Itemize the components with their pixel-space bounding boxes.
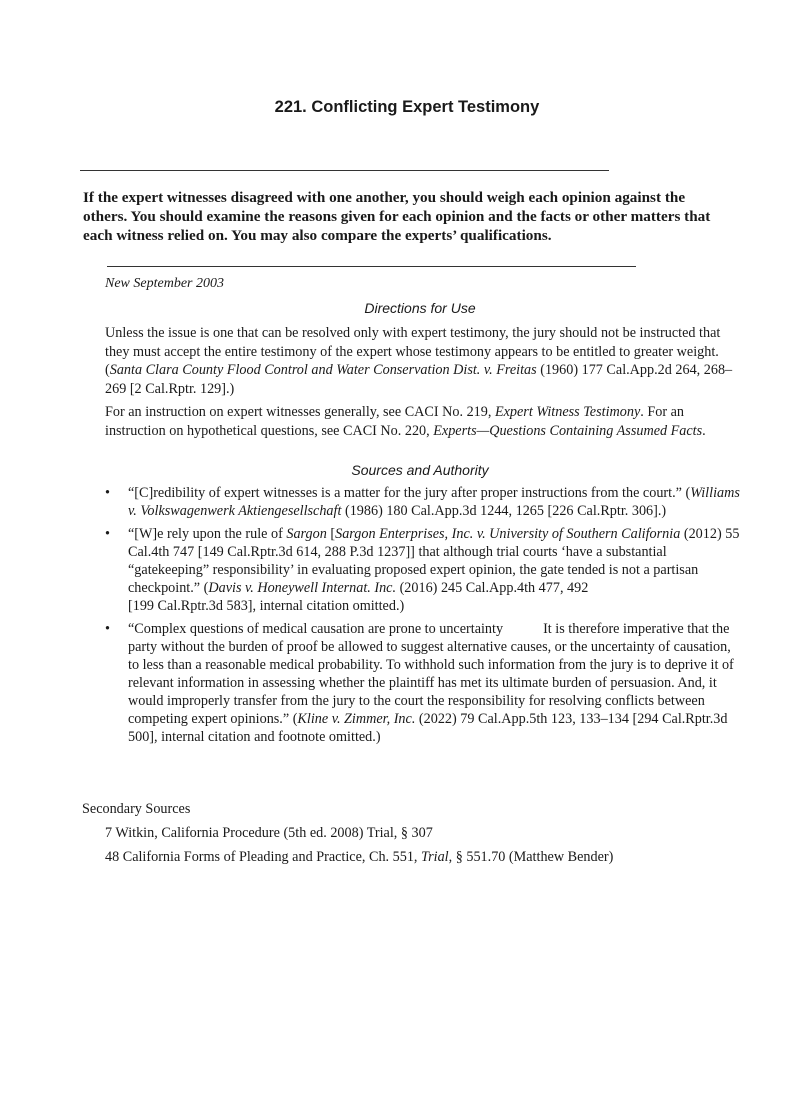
- secondary-source-item: 7 Witkin, California Procedure (5th ed. 2008) Trial, § 307: [105, 825, 433, 841]
- sources-list: [105, 484, 745, 751]
- list-item: • “[W]e rely upon the rule of Sargon [Sargon Enterprises, Inc. v. University of Southern California (2012) 55 Cal.4th 747 [149 Cal.Rptr.3d 614, 288 P.3d 1237]] that although trial courts ‘have a substantial “gatekeeping” responsibility’ in evaluating proposed expert opinion, the gate tended is not a partisan checkpoint.” (Davis v. Honeywell Internat. Inc. (2016) 245 Cal.App.4th 477, 492 [199 Cal.Rptr.3d 583], internal citation omitted.): [105, 526, 740, 614]
- bullet-icon: •: [105, 621, 110, 637]
- case-name: Sargon Enterprises, Inc. v. University of Southern California: [335, 526, 681, 542]
- sources-heading: Sources and Authority: [351, 462, 489, 478]
- instruction-text: If the expert witnesses disagreed with one another, you should weigh each opinion against the others. You should examine the reasons given for each opinion and the facts or other matters that each witness relied on. You may also compare the experts’ qualifications.: [83, 189, 711, 244]
- source-title: Trial: [421, 849, 449, 865]
- directions-paragraph-2: For an instruction on expert witnesses generally, see CACI No. 219, Expert Witness Testimony. For an instruction on hypothetical questions, see CACI No. 220, Experts—Questions Containing Assumed Facts.: [105, 404, 706, 439]
- history-note: New September 2003: [105, 276, 224, 291]
- secondary-sources-heading: Secondary Sources: [82, 801, 191, 817]
- list-item: • “[C]redibility of expert witnesses is a matter for the jury after proper instructions from the court.” (Williams v. Volkswagenwerk Aktiengesellschaft (1986) 180 Cal.App.3d 1244, 1265 [226 Cal.Rptr. 306].): [105, 485, 740, 519]
- list-item: • “Complex questions of medical causation are prone to uncertainty It is therefore imperative that the party without the burden of proof be allowed to suggest alternative causes, or the uncertainty of causation, to less than a reasonable medical probability. To withhold such information from the jury is to deprive it of relevant information in assessing whether the plaintiff has met its ultimate burden of persuasion. And, it would improperly transfer from the jury to the court the responsibility for resolving conflicts between competing expert opinions.” (Kline v. Zimmer, Inc. (2022) 79 Cal.App.5th 123, 133–134 [294 Cal.Rptr.3d 500], internal citation and footnote omitted.): [105, 621, 734, 745]
- bullet-icon: •: [105, 526, 110, 542]
- top-divider: [80, 170, 609, 171]
- instruction-title: Expert Witness Testimony: [494, 404, 641, 420]
- secondary-source-item: 48 California Forms of Pleading and Practice, Ch. 551, Trial, § 551.70 (Matthew Bender): [105, 849, 614, 865]
- case-name: Sargon: [286, 526, 327, 542]
- case-name: Williams v. Volkswagenwerk Aktiengesellschaft: [128, 485, 740, 519]
- instruction-divider: [107, 266, 636, 267]
- instruction-title: Experts—Questions Containing Assumed Facts: [433, 422, 703, 439]
- directions-heading: Directions for Use: [364, 300, 476, 316]
- case-name: Davis v. Honeywell Internat. Inc.: [208, 580, 397, 596]
- case-name: Santa Clara County Flood Control and Water Conservation Dist. v. Freitas: [109, 362, 537, 378]
- bullet-icon: •: [105, 485, 110, 501]
- page-title: 221. Conflicting Expert Testimony: [274, 98, 540, 116]
- case-name: Kline v. Zimmer, Inc.: [297, 711, 416, 727]
- directions-paragraph-1: Unless the issue is one that can be resolved only with expert testimony, the jury should not be instructed that they must accept the entire testimony of the expert whose testimony appears to be entitled to greater weight. (Santa Clara County Flood Control and Water Conservation Dist. v. Freitas (1960) 177 Cal.App.2d 264, 268–269 [2 Cal.Rptr. 129].): [105, 325, 733, 397]
